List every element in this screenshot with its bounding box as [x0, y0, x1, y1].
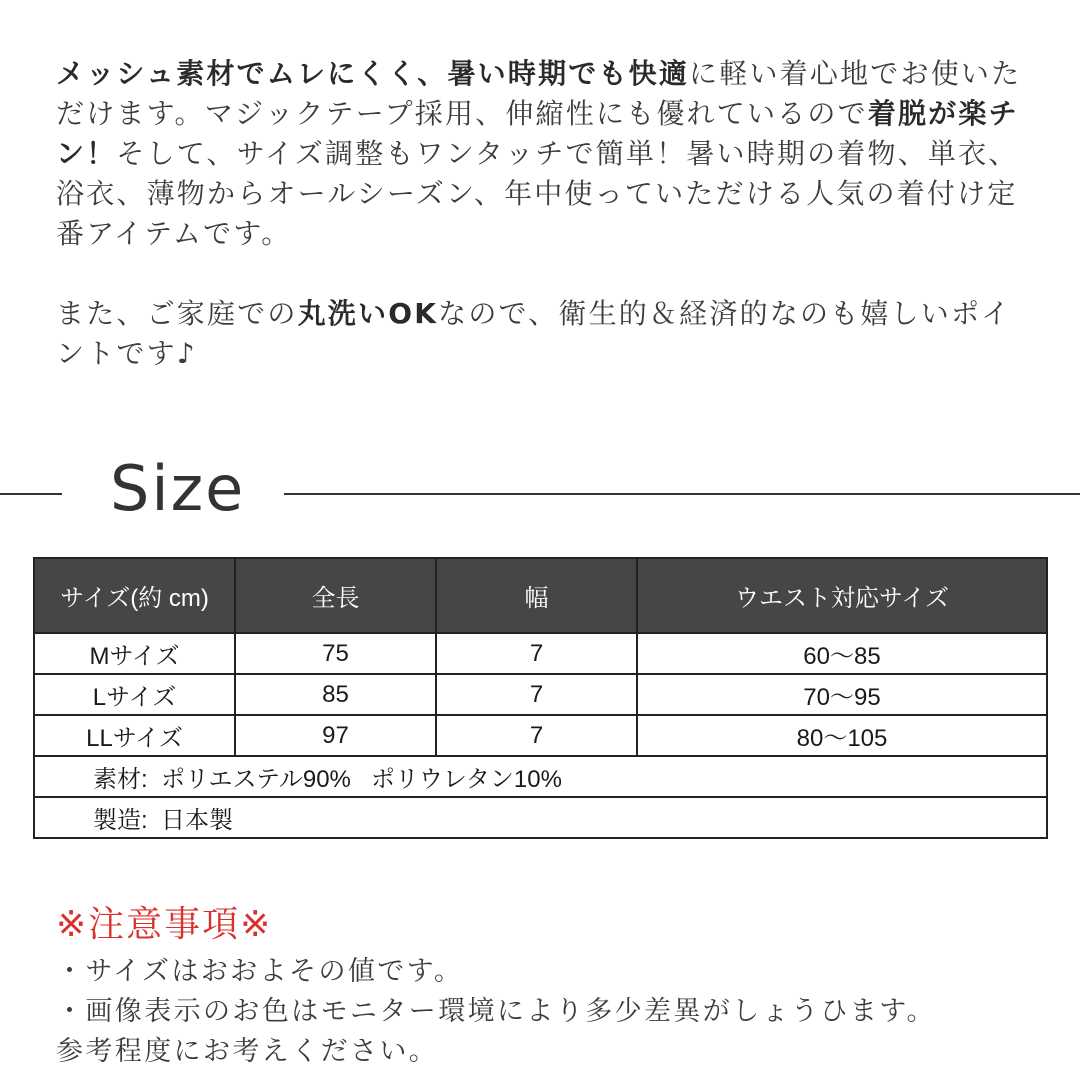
- table-row: [34, 715, 1047, 756]
- cell-size: LLサイズ: [34, 715, 235, 756]
- caution-section: [56, 900, 1056, 1072]
- cell-length: 75: [235, 633, 436, 674]
- caution-notes: [56, 952, 1056, 1072]
- cell-size: Lサイズ: [34, 674, 235, 715]
- highlight-washable: 丸洗いOK: [297, 297, 439, 330]
- manufacture-note: 製造: 日本製: [34, 797, 1047, 838]
- cell-waist: 60〜85: [637, 633, 1047, 674]
- column-header-waist: ウエスト対応サイズ: [637, 558, 1047, 633]
- product-description: [56, 54, 1026, 374]
- description-text: そして、サイズ調整もワンタッチで簡単！暑い時期の着物、単衣、浴衣、薄物からオールシーズン、年中使っていただける人気の着付け定番アイテムです。: [56, 137, 1019, 250]
- description-text: なので、衛生的＆経済的なのも嬉しいポイントです♪: [56, 297, 1012, 370]
- cell-width: 7: [436, 715, 637, 756]
- cell-waist: 70〜95: [637, 674, 1047, 715]
- cell-length: 97: [235, 715, 436, 756]
- description-paragraph-1: [56, 54, 1026, 254]
- size-section-heading: [0, 450, 1080, 530]
- highlight-breathable: メッシュ素材でムレにくく、暑い時期でも快適: [56, 57, 690, 90]
- cell-width: 7: [436, 674, 637, 715]
- caution-line: 参考程度にお考えください。: [56, 1036, 439, 1067]
- cell-waist: 80〜105: [637, 715, 1047, 756]
- caution-line: ・画像表示のお色はモニター環境により多少差異がしょうひます。: [56, 996, 936, 1027]
- description-paragraph-2: [56, 294, 1026, 374]
- material-row: [34, 756, 1047, 797]
- caution-line: ・サイズはおおよその値です。: [56, 956, 464, 987]
- caution-title: ※注意事項※: [56, 904, 273, 945]
- cell-width: 7: [436, 633, 637, 674]
- material-note: 素材: ポリエステル90% ポリウレタン10%: [34, 756, 1047, 797]
- description-text: また、ご家庭での: [56, 297, 298, 330]
- cell-length: 85: [235, 674, 436, 715]
- column-header-width: 幅: [436, 558, 637, 633]
- heading-divider-left: [0, 493, 62, 495]
- size-title: Size: [110, 452, 246, 525]
- heading-divider-right: [284, 493, 1080, 495]
- table-row: [34, 633, 1047, 674]
- size-table: [33, 557, 1048, 839]
- column-header-size: サイズ(約 cm): [34, 558, 235, 633]
- highlight-easy-wear: 着脱が楽チン！: [56, 97, 1019, 170]
- cell-size: Mサイズ: [34, 633, 235, 674]
- description-text: に軽い着心地でお使いただけます。マジックテープ採用、伸縮性にも優れているので: [56, 57, 1022, 130]
- manufacture-row: [34, 797, 1047, 838]
- column-header-length: 全長: [235, 558, 436, 633]
- size-table-header-row: [34, 558, 1047, 633]
- table-row: [34, 674, 1047, 715]
